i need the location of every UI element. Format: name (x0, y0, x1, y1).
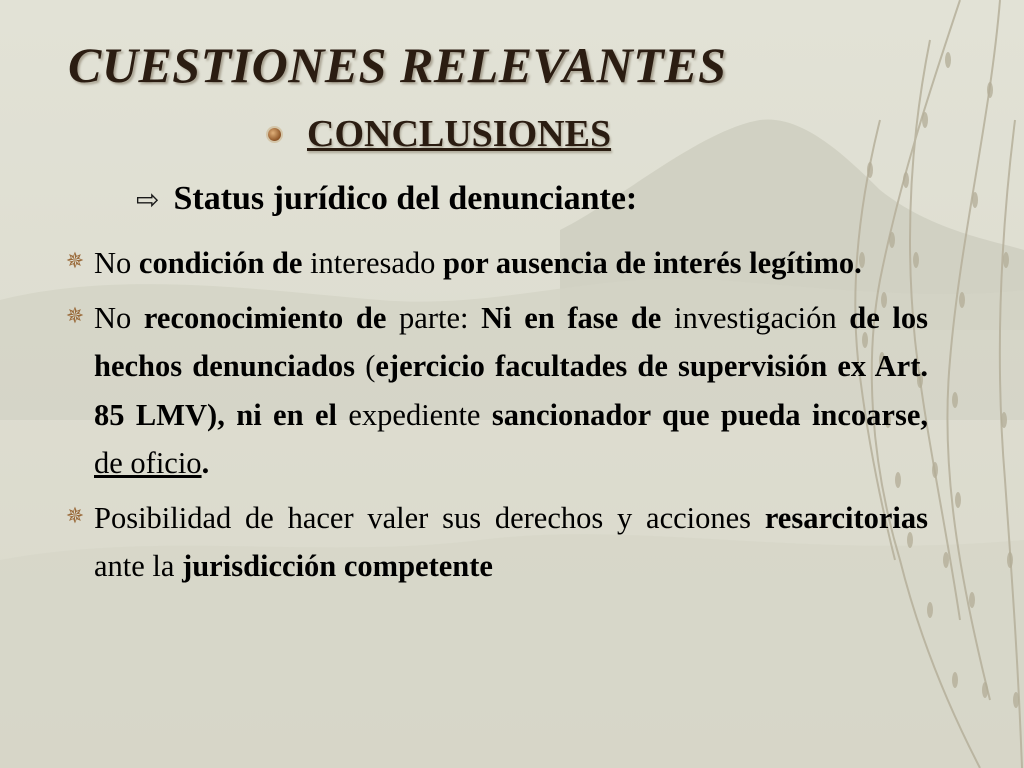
hollow-right-arrow-icon: ⇨ (136, 182, 160, 216)
bullet-text-run: sancionador que pueda incoarse, (491, 397, 928, 432)
bullet-text-run: investigación (673, 300, 850, 335)
bullet-text-run: jurisdicción competente (182, 549, 493, 583)
bullet-item-posibilidad (65, 494, 928, 591)
bullet-text-run: Posibilidad de hacer valer sus derechos y acciones (94, 500, 765, 535)
bullet-text-run: de los hechos denunciados (94, 300, 928, 383)
status-heading-row (136, 180, 637, 218)
bullet-item-no-condicion (65, 239, 928, 288)
bullet-text-run: reconocimiento de (143, 300, 400, 335)
bullet-text-run: No (94, 300, 144, 335)
bullet-text-run: interesado (310, 246, 444, 280)
bullet-text-run: resarcitorias (764, 500, 928, 535)
bullet-text-run: ( (365, 349, 376, 383)
bullet-text-run: ante la (94, 549, 183, 583)
bullet-text-run: parte: (399, 300, 482, 335)
starburst-icon: ✵ (65, 503, 85, 529)
bullet-text-run: expediente (348, 397, 492, 432)
bullet-text-run: de oficio (94, 446, 202, 480)
bullet-text-run: . (201, 446, 210, 480)
status-heading: Status jurídico del denunciante: (173, 180, 638, 217)
bullet-text-run: ejercicio facultades de supervisión ex Art. 85 LMV), ni en el (94, 349, 928, 432)
subheading-row (268, 112, 611, 156)
starburst-icon: ✵ (65, 303, 85, 329)
bullet-item-no-reconocimiento (65, 294, 928, 488)
brown-dot-icon (268, 128, 281, 141)
bullet-text-run: Ni en fase de (481, 300, 674, 335)
bullet-text-run: condición de (138, 246, 311, 280)
slide-title: CUESTIONES RELEVANTES (68, 37, 727, 93)
bullet-text-run: No (94, 246, 139, 280)
bullet-text-run: por ausencia de interés legítimo. (443, 246, 862, 280)
conclusion-list (65, 239, 928, 597)
subheading-conclusiones: CONCLUSIONES (307, 113, 612, 155)
starburst-icon: ✵ (65, 249, 85, 274)
